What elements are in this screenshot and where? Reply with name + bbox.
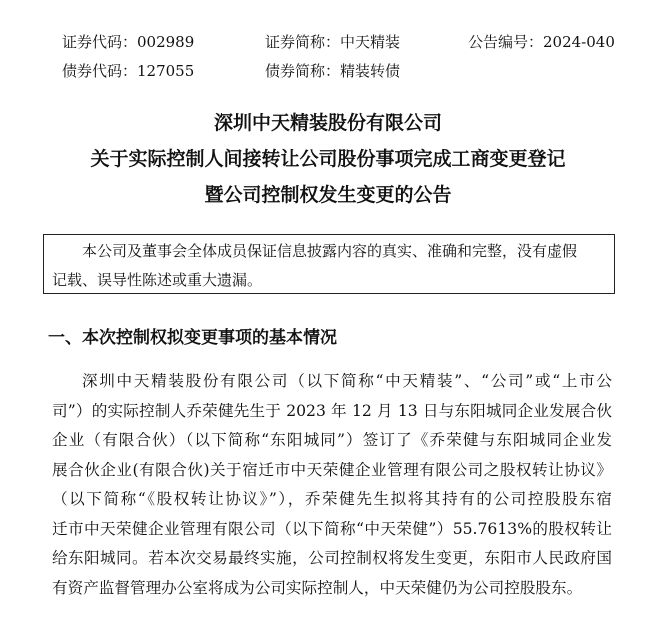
paragraph-line: 企业（有限合伙）（以下简称“东阳城同”）签订了《乔荣健与东阳城同企业发	[52, 431, 612, 449]
notice-number: 公告编号：2024-040	[468, 33, 615, 51]
announcement-title-line-1: 关于实际控制人间接转让公司股份事项完成工商变更登记	[90, 148, 566, 170]
section-1-paragraph	[52, 367, 612, 603]
paragraph-line: 深圳中天精装股份有限公司（以下简称“中天精装”、“公司”或“上市公	[82, 372, 612, 390]
paragraph-line: 迁市中天荣健企业管理有限公司（以下简称“中天荣健”）55.7613%的股权转让	[52, 519, 612, 538]
announcement-title-line-2: 暨公司控制权发生变更的公告	[204, 184, 452, 206]
section-1-heading: 一、本次控制权拟变更事项的基本情况	[48, 328, 337, 348]
bond-abbreviation: 债券简称：精装转债	[265, 62, 401, 80]
paragraph-line: 司”）的实际控制人乔荣健先生于 2023 年 12 月 13 日与东阳城同企业发展合伙	[52, 401, 612, 420]
paragraph-line: 有资产监督管理办公室将成为公司实际控制人，中天荣健仍为公司控股股东。	[52, 578, 583, 597]
stock-code: 证券代码：002989	[62, 33, 195, 51]
stock-abbreviation: 证券简称：中天精装	[265, 33, 401, 51]
paragraph-line: （以下简称“《股权转让协议》”），乔荣健先生拟将其持有的公司控股股东宿	[52, 490, 612, 508]
disclaimer-line-2: 记载、误导性陈述或重大遗漏。	[52, 271, 263, 289]
bond-code: 债券代码：127055	[62, 62, 195, 80]
paragraph-line: 给东阳城同。若本次交易最终实施，公司控制权将发生变更，东阳市人民政府国	[52, 549, 612, 567]
disclaimer-line-1: 本公司及董事会全体成员保证信息披露内容的真实、准确和完整，没有虚假	[82, 242, 578, 260]
company-name-title: 深圳中天精装股份有限公司	[213, 112, 442, 134]
disclaimer-text	[52, 237, 606, 295]
paragraph-line: 展合伙企业(有限合伙)关于宿迁市中天荣健企业管理有限公司之股权转让协议》	[52, 460, 612, 479]
disclaimer-box	[43, 234, 615, 294]
